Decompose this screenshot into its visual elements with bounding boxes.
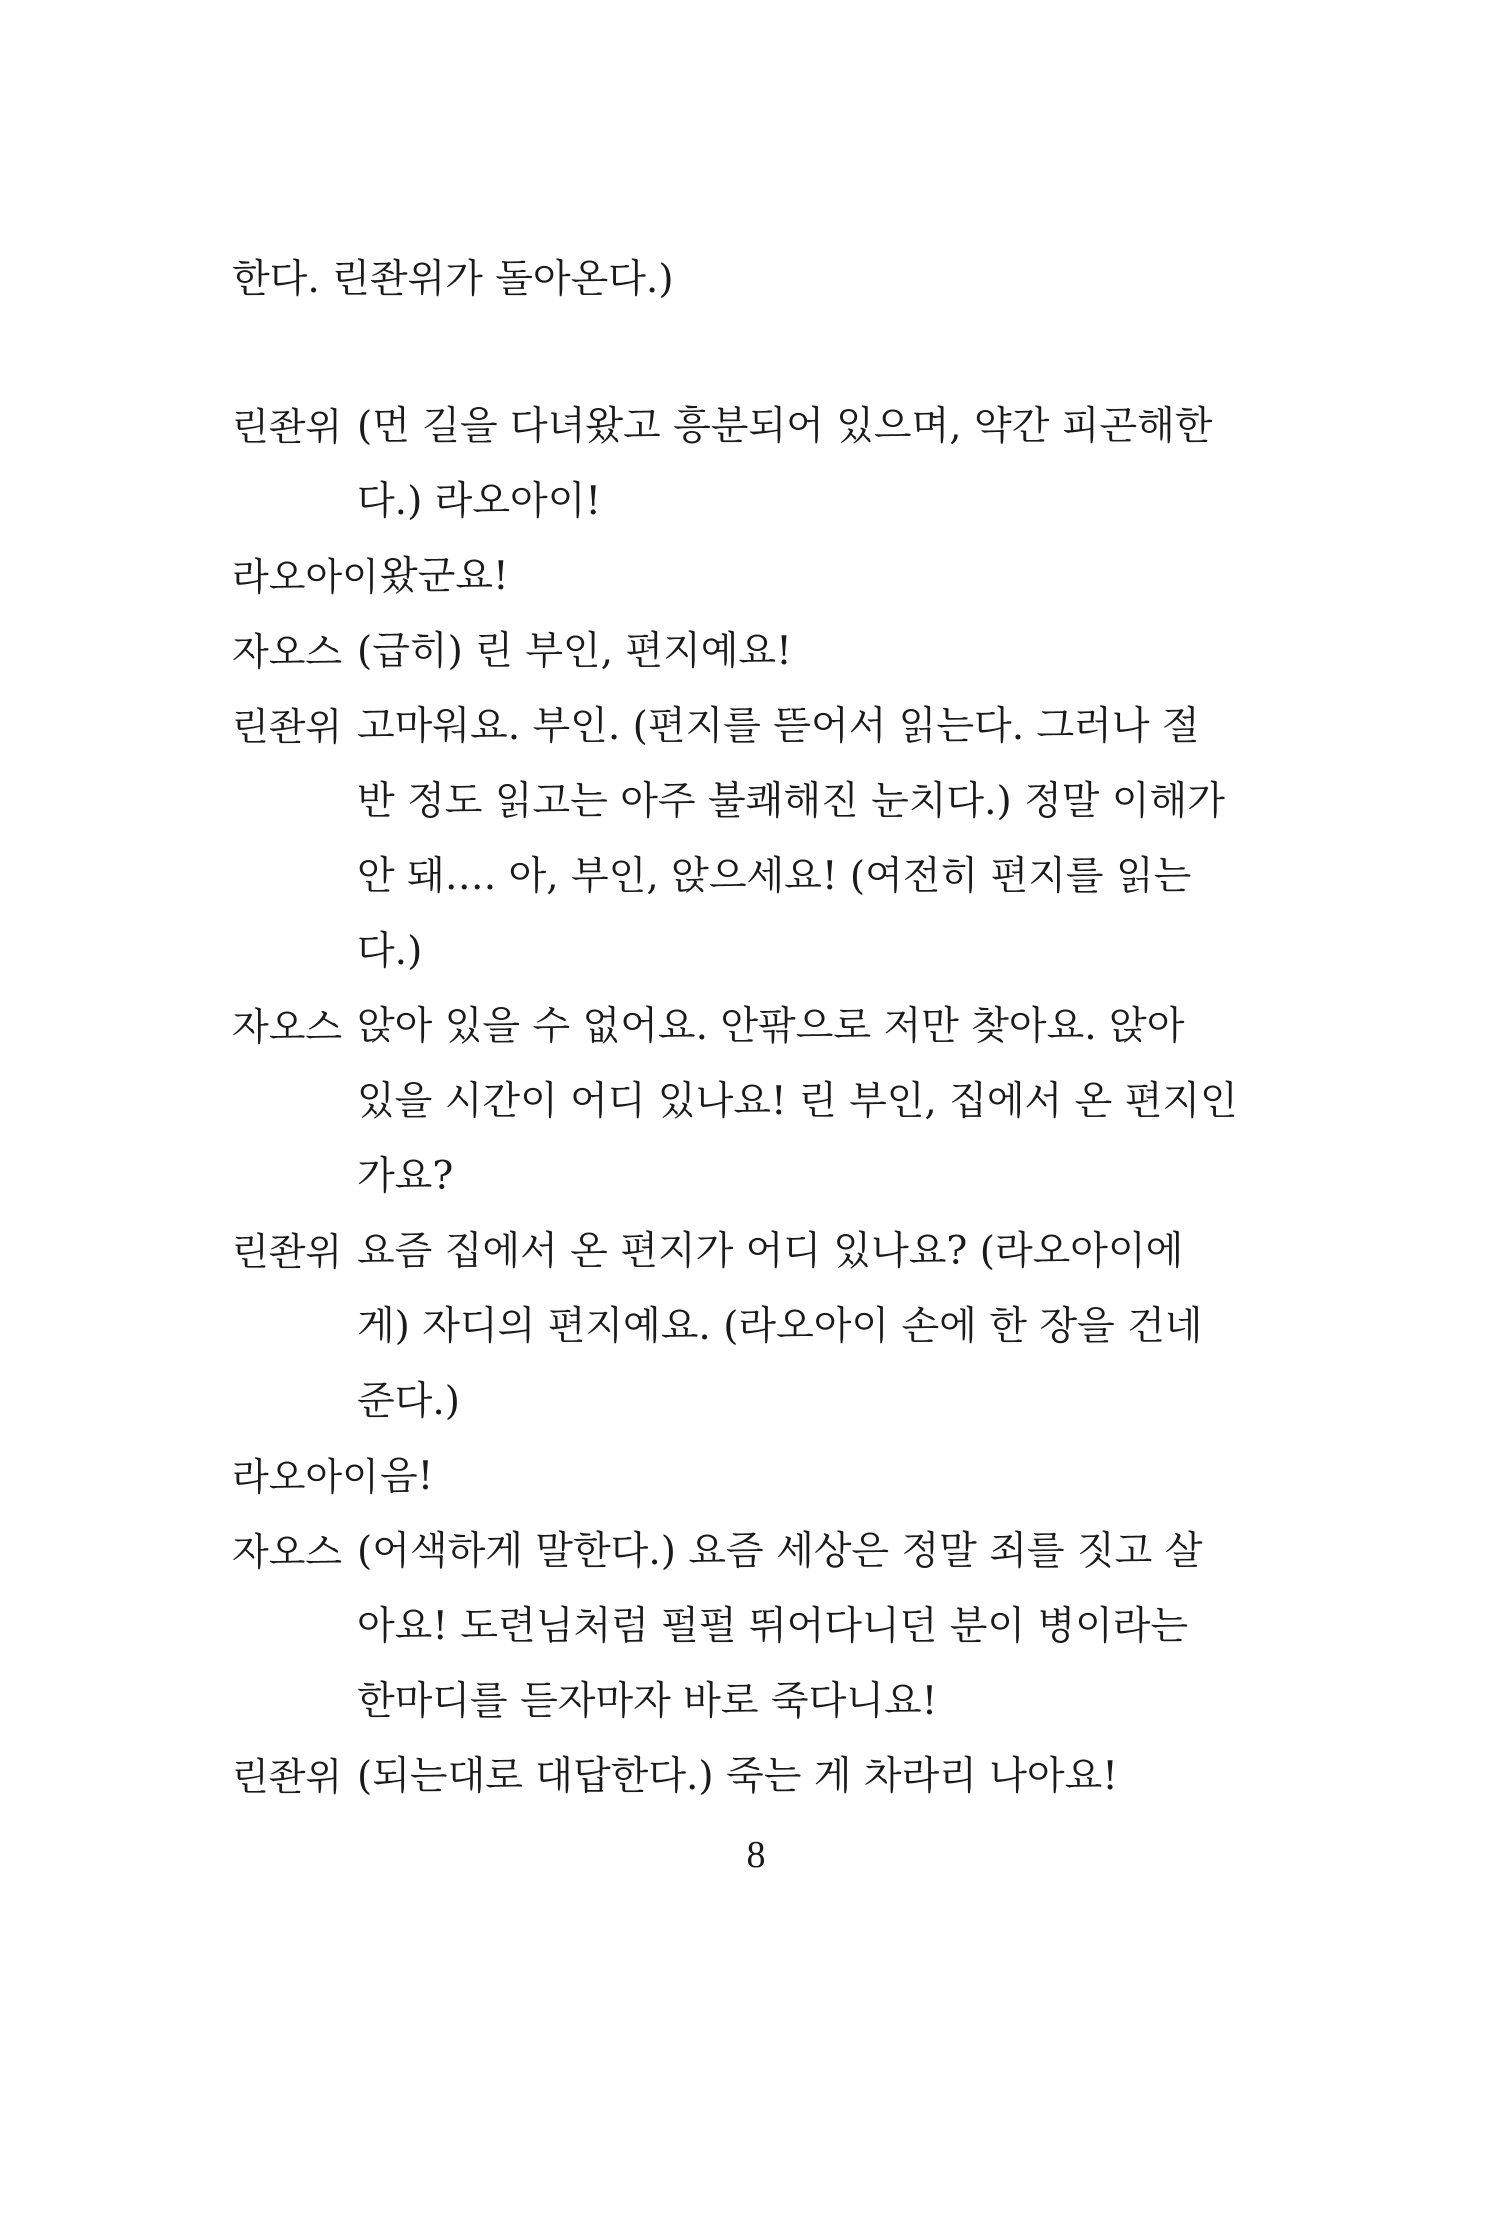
- dialogue-line: 가요?: [357, 1154, 454, 1199]
- dialogue-line: 준다.): [357, 1379, 460, 1424]
- dialogue-line: 요즘 집에서 온 편지가 어디 있나요? (라오아이에: [357, 1229, 1184, 1274]
- speaker-label: 라오아이: [232, 555, 379, 599]
- speaker-label: 린좐위: [232, 405, 343, 449]
- page-number: 8: [746, 1834, 766, 1876]
- stage-direction-line: 한다. 린좐위가 돌아온다.): [232, 257, 674, 302]
- dialogue-line: 한마디를 듣자마자 바로 죽다니요!: [357, 1679, 938, 1724]
- dialogue-line: 반 정도 읽고는 아주 불쾌해진 눈치다.) 정말 이해가: [357, 779, 1225, 824]
- dialogue-line: (되는대로 대답한다.) 죽는 게 차라리 나아요!: [357, 1754, 1118, 1799]
- speaker-label: 린좐위: [232, 1230, 343, 1274]
- dialogue-line: 왔군요!: [380, 554, 509, 599]
- dialogue-line: 고마워요. 부인. (편지를 뜯어서 읽는다. 그러나 절: [357, 704, 1200, 749]
- dialogue-line: (어색하게 말한다.) 요즘 세상은 정말 죄를 짓고 살: [357, 1529, 1203, 1574]
- dialogue-line: 음!: [380, 1454, 434, 1499]
- speaker-label: 자오스: [232, 1005, 343, 1049]
- speaker-label: 린좐위: [232, 1755, 343, 1799]
- dialogue-line: 다.): [357, 929, 423, 974]
- speaker-label: 린좐위: [232, 705, 343, 749]
- dialogue-line: (먼 길을 다녀왔고 흥분되어 있으며, 약간 피곤해한: [357, 404, 1213, 449]
- speaker-label: 자오스: [232, 630, 343, 674]
- dialogue-line: 게) 자디의 편지예요. (라오아이 손에 한 장을 건네: [357, 1304, 1203, 1349]
- dialogue-line: 안 돼…. 아, 부인, 앉으세요! (여전히 편지를 읽는: [357, 854, 1192, 899]
- speaker-label: 라오아이: [232, 1455, 379, 1499]
- speaker-label: 자오스: [232, 1530, 343, 1574]
- dialogue-line: 앉아 있을 수 없어요. 안팎으로 저만 찾아요. 앉아: [357, 1004, 1185, 1049]
- dialogue-line: 있을 시간이 어디 있나요! 린 부인, 집에서 온 편지인: [357, 1079, 1238, 1124]
- dialogue-line: 아요! 도련님처럼 펄펄 뛰어다니던 분이 병이라는: [357, 1604, 1189, 1649]
- dialogue-line: (급히) 린 부인, 편지예요!: [357, 629, 792, 674]
- dialogue-line: 다.) 라오아이!: [357, 479, 602, 524]
